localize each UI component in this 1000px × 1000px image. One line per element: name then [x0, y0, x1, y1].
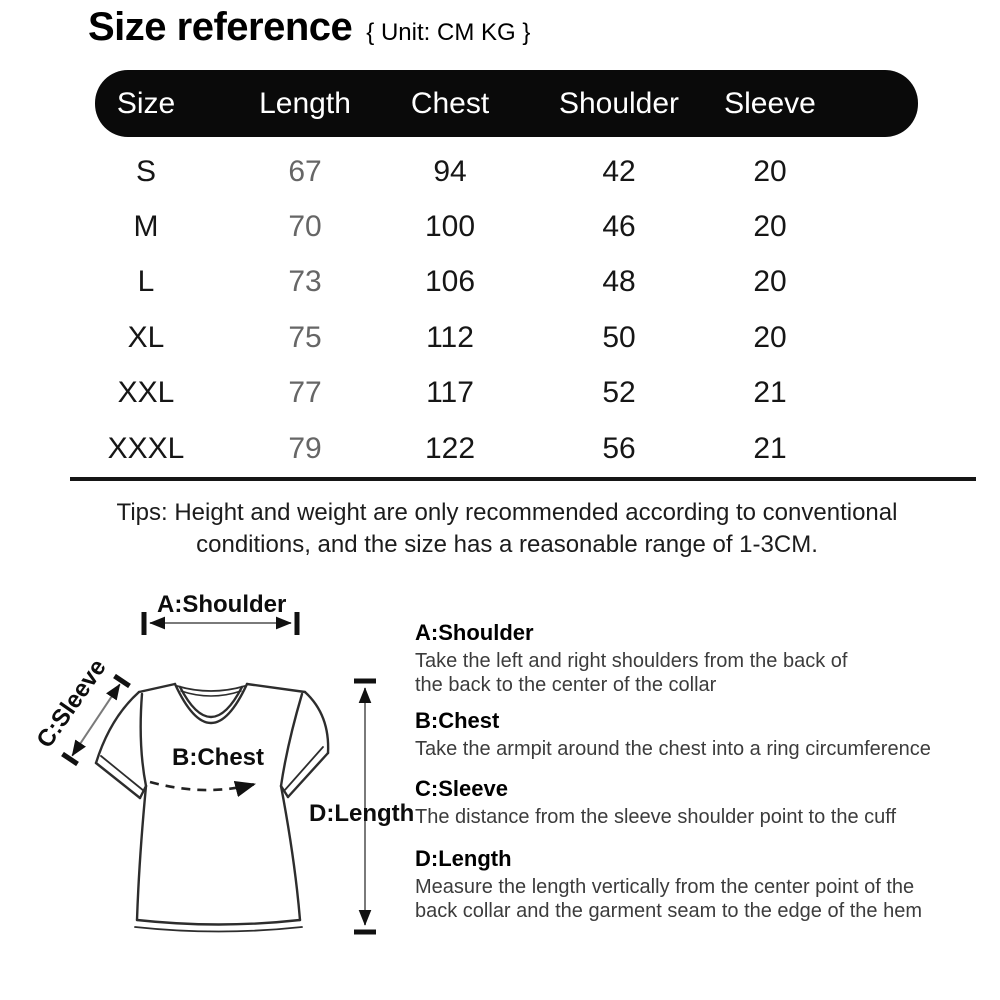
cell-shoulder: 48 — [602, 265, 636, 299]
tips-note — [0, 497, 1000, 561]
cell-size: XL — [127, 320, 165, 354]
col-header-shoulder: Shoulder — [558, 86, 680, 120]
guide-section-chest — [415, 708, 931, 761]
guide-text-line: Measure the length vertically from the center point of the — [415, 876, 915, 898]
cell-sleeve: 20 — [753, 210, 787, 244]
cell-chest: 117 — [426, 376, 474, 410]
cell-sleeve: 21 — [753, 431, 787, 465]
diagram-label-sleeve: C:Sleeve — [31, 654, 112, 753]
cell-length: 67 — [288, 154, 322, 188]
cell-chest: 106 — [424, 265, 476, 299]
cell-length: 77 — [288, 376, 322, 410]
guide-text-line: The distance from the sleeve shoulder point to the cuff — [415, 806, 897, 828]
cell-size: S — [135, 154, 157, 188]
guide-heading: D:Length — [415, 846, 512, 871]
guide-text-line: back collar and the garment seam to the edge of the hem — [415, 900, 922, 922]
col-header-chest: Chest — [410, 86, 490, 120]
table-row-xl — [95, 310, 918, 365]
size-table-header — [95, 70, 918, 137]
col-header-size: Size — [116, 86, 176, 120]
cell-length: 70 — [288, 210, 322, 244]
tshirt-outline — [96, 684, 328, 932]
cell-sleeve: 20 — [753, 320, 787, 354]
guide-text-line: Take the armpit around the chest into a ring circumference — [415, 738, 931, 760]
table-divider — [70, 477, 976, 481]
col-header-sleeve: Sleeve — [724, 86, 816, 120]
cell-size: XXXL — [107, 431, 185, 465]
title-row — [88, 4, 530, 50]
size-table-body — [95, 144, 918, 476]
cell-length: 73 — [288, 265, 322, 299]
cell-shoulder: 42 — [602, 154, 636, 188]
diagram-label-length: D:Length — [309, 800, 415, 827]
table-row-s — [95, 144, 918, 199]
cell-shoulder: 56 — [602, 431, 636, 465]
cell-sleeve: 20 — [753, 154, 787, 188]
guide-section-sleeve — [415, 776, 896, 829]
cell-sleeve: 21 — [753, 376, 787, 410]
unit-note: { Unit: CM KG } — [366, 19, 531, 46]
cell-shoulder: 50 — [602, 320, 636, 354]
table-row-m — [95, 199, 918, 254]
guide-heading: C:Sleeve — [415, 776, 508, 801]
page-title: Size reference — [88, 5, 353, 49]
guide-section-length — [415, 846, 922, 923]
cell-size: XXL — [117, 376, 175, 410]
guide-section-shoulder — [415, 620, 847, 697]
cell-chest: 94 — [433, 154, 467, 188]
table-row-xxl — [95, 366, 918, 421]
cell-chest: 122 — [424, 431, 476, 465]
tips-line-1: Tips: Height and weight are only recommended according to conventional — [116, 499, 898, 526]
chest-measure-arrow — [150, 782, 255, 790]
cell-shoulder: 46 — [602, 210, 636, 244]
guide-text-line: the back to the center of the collar — [415, 674, 717, 696]
col-header-length: Length — [259, 86, 351, 120]
diagram-label-chest: B:Chest — [172, 744, 265, 771]
cell-length: 79 — [288, 431, 322, 465]
table-row-l — [95, 255, 918, 310]
table-row-xxxl — [95, 421, 918, 476]
cell-size: L — [137, 265, 155, 299]
cell-chest: 112 — [426, 320, 474, 354]
cell-sleeve: 20 — [753, 265, 787, 299]
tips-line-2: conditions, and the size has a reasonable range of 1-3CM. — [196, 531, 818, 558]
guide-text-line: Take the left and right shoulders from the back of — [415, 650, 848, 672]
cell-chest: 100 — [424, 210, 476, 244]
cell-length: 75 — [288, 320, 322, 354]
diagram-label-shoulder: A:Shoulder — [157, 591, 287, 618]
cell-shoulder: 52 — [602, 376, 636, 410]
guide-heading: B:Chest — [415, 708, 500, 733]
cell-size: M — [133, 210, 159, 244]
guide-heading: A:Shoulder — [415, 620, 534, 645]
